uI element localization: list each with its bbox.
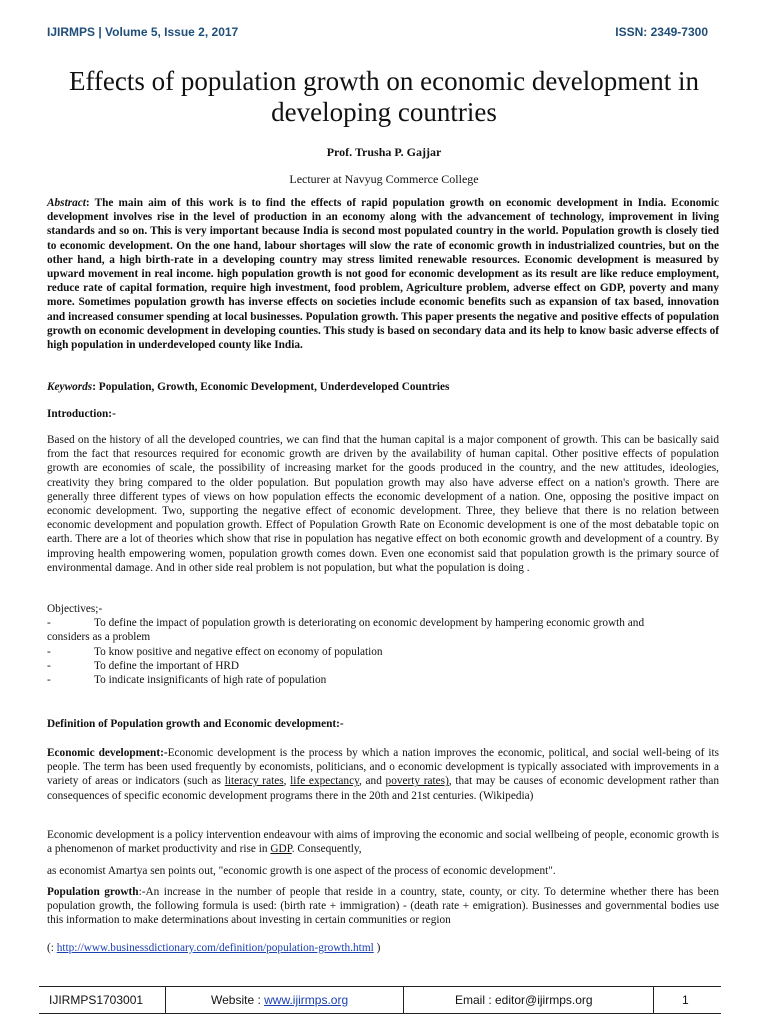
definition-heading: Definition of Population growth and Economic development:- <box>47 718 344 730</box>
list-dash: - <box>47 645 51 658</box>
footer-divider <box>653 987 654 1013</box>
paper-id: IJIRMPS1703001 <box>49 993 144 1007</box>
paragraph-text: , that may be causes of economic development rather than consequences of specific economic development programs there in the 20th and 21st centuries. (Wikipedia) <box>47 775 719 802</box>
paper-title: Effects of population growth on economic development in developing countries <box>68 66 700 127</box>
footer-divider <box>403 987 404 1013</box>
footer-email: Email : editor@ijirmps.org <box>455 993 593 1007</box>
keywords <box>47 380 719 394</box>
economic-development-paragraph <box>47 746 719 803</box>
source-citation <box>47 941 719 955</box>
website-link[interactable]: www.ijirmps.org <box>264 993 349 1007</box>
objective-item <box>47 673 719 687</box>
economic-development-label: Economic development:- <box>47 747 168 759</box>
economic-development-paragraph-2 <box>47 828 719 856</box>
page-number: 1 <box>682 993 689 1007</box>
source-url-link[interactable]: http://www.businessdictionary.com/definition/population-growth.html <box>56 942 374 954</box>
author-name: Prof. Trusha P. Gajjar <box>326 145 442 159</box>
objective-text: To know positive and negative effect on economy of population <box>94 645 383 658</box>
population-growth-paragraph <box>47 885 719 928</box>
website-label: Website : <box>211 993 265 1007</box>
list-dash: - <box>47 659 51 672</box>
citation-suffix: ) <box>373 942 381 954</box>
footer-website <box>211 987 348 1013</box>
running-header <box>0 25 768 45</box>
life-expectancy-link[interactable]: life expectancy <box>290 775 359 788</box>
objective-item <box>47 659 719 673</box>
abstract-label: Abstract <box>47 197 86 209</box>
abstract <box>47 196 719 352</box>
list-dash: - <box>47 617 51 630</box>
journal-info: IJIRMPS | Volume 5, Issue 2, 2017 <box>47 25 239 39</box>
citation-prefix: (: <box>47 942 57 954</box>
paragraph-text: . Consequently, <box>291 843 362 856</box>
list-dash: - <box>47 673 51 686</box>
abstract-text: : The main aim of this work is to find the effects of rapid population growth on economic development in India. Economic development involves rise in the level of production in an economy along with the advancement of technology, improvement in living standards and so on. This is very important because India is second most populated country in the world. Population growth is closely tied to economic development. On the one hand, labour shortages will slow the rate of economic growth in industrialized countries, but on the other hand, a high birth-rate in a developing country may stress limited renewable resources. Economic development is measured by upward movement in real income. high population growth is not good for economic development as its result are like reduce employment, reduce rate of capital formation, require high investment, food problem, Agriculture problem, adverse effect on GDP, poverty and many more. Sometimes population growth has inverse effects on societies include economic benefits such as expansion of tax based, innovation and increased consumer spending at local businesses. Population growth. This paper presents the negative and positive effects of population growth on economic development in developing counties. This study is based on secondary data and its help to know basic adverse effects of high population in underdeveloped county like India. <box>47 197 719 352</box>
paragraph-text: Economic development is the process by which a nation improves the economic, political, and social well-being of its people. The term has been used frequently by economists, politicians, and o economic development is typically associated with improvements in a variety of areas or indicators (such as <box>47 747 719 788</box>
keywords-text: : Population, Growth, Economic Development, Underdeveloped Countries <box>92 381 450 393</box>
objective-text: To define the important of HRD <box>94 659 240 672</box>
introduction-heading: Introduction:- <box>47 408 116 420</box>
poverty-rates-link[interactable]: poverty rates) <box>385 775 449 788</box>
objective-item <box>47 616 719 630</box>
keywords-label: Keywords <box>47 381 93 393</box>
objectives-heading: Objectives;- <box>47 603 103 615</box>
issn: ISSN: 2349-7300 <box>615 25 708 39</box>
paragraph-text: :-An increase in the number of people that reside in a country, state, county, or city. To determine whether there has been population growth, the following formula is used: (birth rate + immigration) - (death rate + emigration). Businesses and governmental bodies use this information to make determinations about investing in certain communities or region <box>47 886 719 927</box>
objective-item <box>47 645 719 659</box>
objectives <box>47 602 719 687</box>
gdp-link[interactable]: GDP <box>270 843 292 856</box>
paragraph-text: Economic development is a policy intervention endeavour with aims of improving the economic and social wellbeing of people, economic growth is a phenomenon of market productivity and rise in <box>47 829 719 856</box>
objective-item-continuation: considers as a problem <box>47 631 151 644</box>
author-affiliation: Lecturer at Navyug Commerce College <box>289 172 479 186</box>
page-footer <box>39 986 721 1014</box>
introduction-text: Based on the history of all the developed countries, we can find that the human capital is a major component of growth. This can be basically said from the fact that resources required for economic growth are driven by the availability of human capital. Other positive effects of population growth are economies of scale, the possibility of increasing market for the goods produced in the country, and the new attitudes, ideologies, creativity they bring compared to the older population. But population growth may also have adverse effect on a nation's growth. There are generally three different types of views on how population effects the economic development of a nation. One, opposing the positive impact on economic development. Two, supporting the negative effect of economic development. Three, they believe that there is no relation between economic development and population growth. Effect of Population Growth Rate on Economic development is one of the most debatable topic on earth. There are a lot of theories which show that rise in population has negative effect on both economic growth and development of a country. By improving health empowering women, population growth comes down. Even one economist said that population growth is the primary source of environmental damage. And in other side real problem is not population, but what the population is doing . <box>47 434 719 574</box>
footer-divider <box>165 987 166 1013</box>
population-growth-label: Population growth <box>47 886 139 898</box>
separator-text: , <box>283 775 291 788</box>
amartya-sen-quote: as economist Amartya sen points out, "economic growth is one aspect of the process of economic development". <box>47 865 556 877</box>
objective-text: To define the impact of population growth is deteriorating on economic development by hampering economic growth and <box>94 617 645 630</box>
literacy-rates-link[interactable]: literacy rates <box>224 775 284 788</box>
separator-text: , and <box>359 775 386 788</box>
objective-text: To indicate insignificants of high rate of population <box>94 673 327 686</box>
